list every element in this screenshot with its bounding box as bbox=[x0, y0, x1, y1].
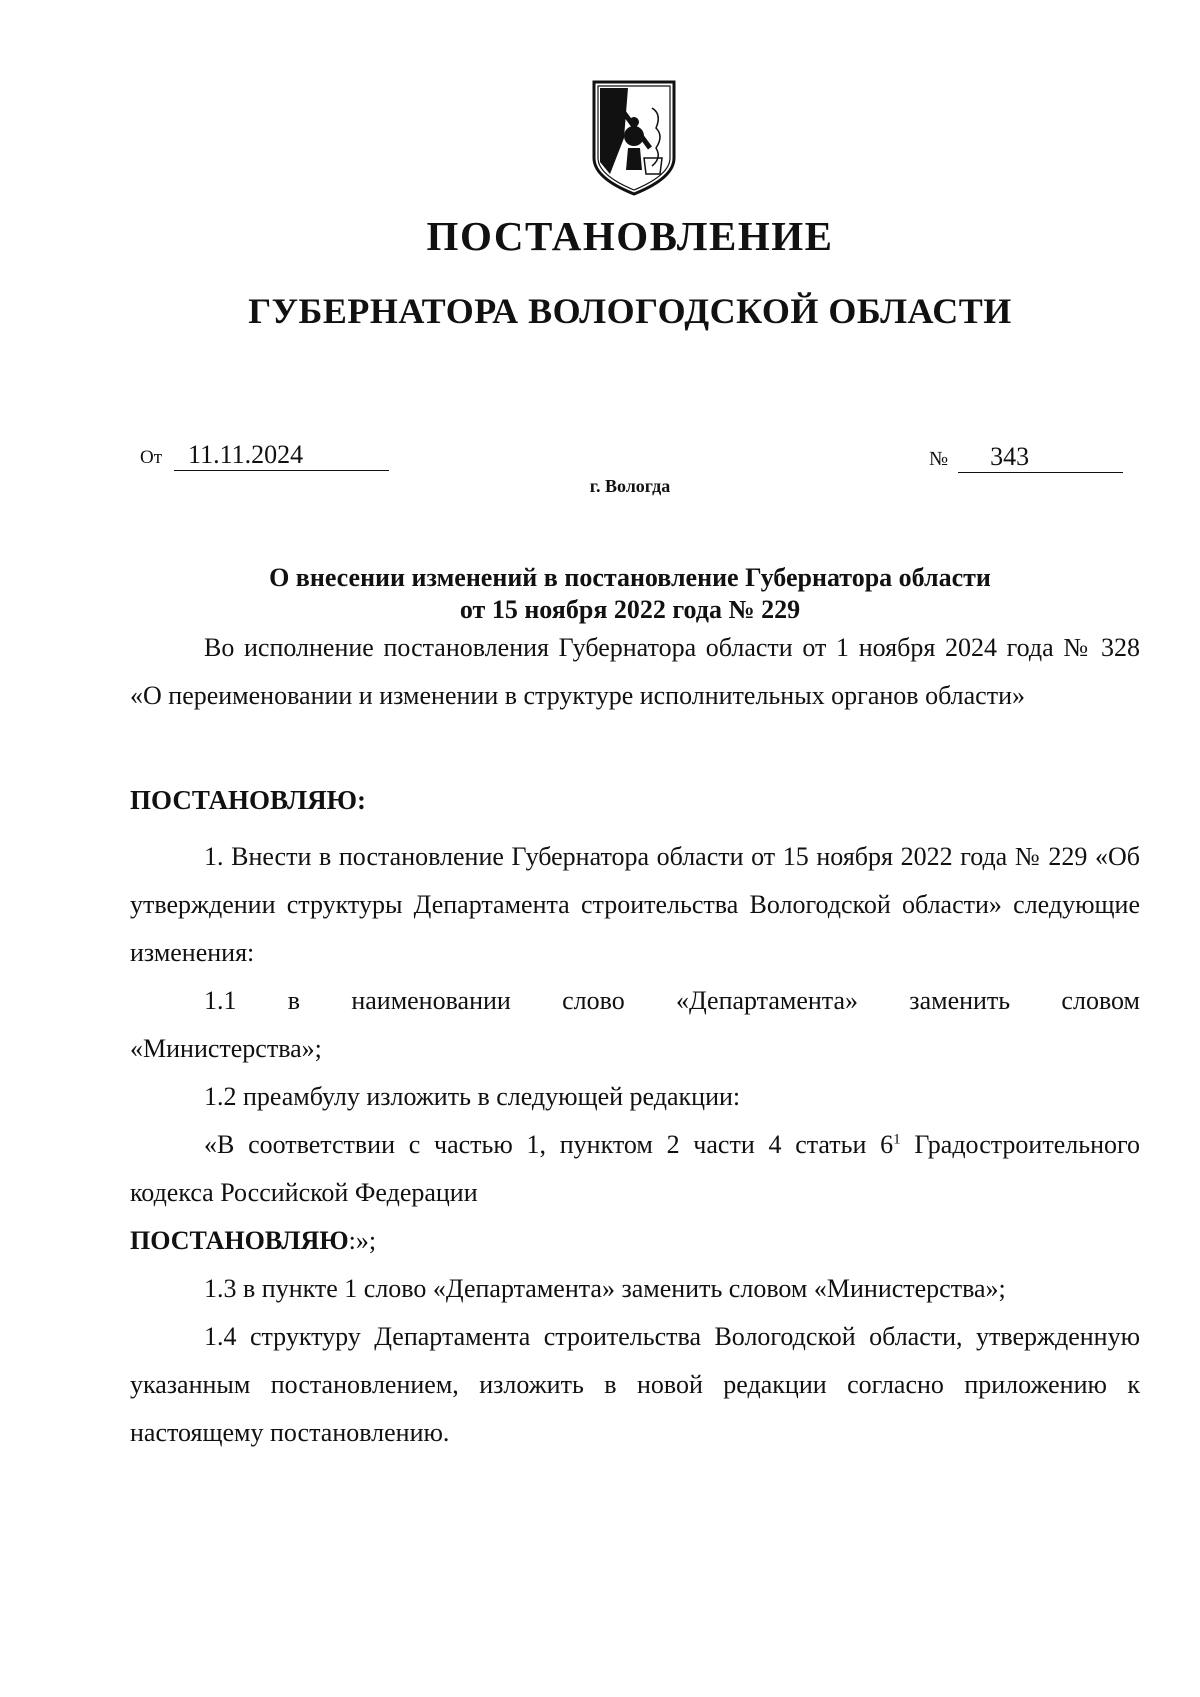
document-issuer: ГУБЕРНАТОРА ВОЛОГОДСКОЙ ОБЛАСТИ bbox=[248, 291, 1012, 331]
item-1: 1. Внести в постановление Губернатора области от 15 ноября 2022 года № 229 «Об утверждении структуры Департамента строительства Вологодской области» следующие изменения: bbox=[130, 842, 1140, 967]
resolve-block bbox=[130, 776, 1140, 824]
document-date: 11.11.2024 bbox=[174, 440, 389, 471]
quote-superscript: 1 bbox=[893, 1131, 901, 1148]
quote-resolve-line bbox=[130, 1217, 1140, 1265]
document-city: г. Вологда bbox=[589, 476, 671, 496]
vologda-coat-of-arms-icon bbox=[590, 78, 678, 198]
date-prefix: От bbox=[140, 447, 163, 468]
document-date-line bbox=[140, 440, 389, 471]
document-subject bbox=[0, 562, 1200, 626]
subject-line-1: О внесении изменений в постановление Губернатора области bbox=[269, 563, 991, 592]
quote-resolve: ПОСТАНОВЛЯЮ bbox=[130, 1226, 349, 1255]
quote-start: «В соответствии с частью 1, пунктом 2 части 4 статьи 6 bbox=[204, 1130, 894, 1159]
number-prefix: № bbox=[929, 448, 949, 470]
quote-close: :»; bbox=[348, 1226, 377, 1255]
quote-end: Градостроительного кодекса Российской Федерации bbox=[130, 1130, 1140, 1207]
resolve-heading: ПОСТАНОВЛЯЮ: bbox=[130, 785, 366, 815]
preamble-block bbox=[130, 624, 1140, 720]
document-number: 343 bbox=[958, 442, 1123, 473]
item-1-1: 1.1 в наименовании слово «Департамента» заменить словом «Министерства»; bbox=[130, 986, 1140, 1063]
item-1-3: 1.3 в пункте 1 слово «Департамента» заменить словом «Министерства»; bbox=[204, 1274, 1006, 1303]
subject-line-2: от 15 ноября 2022 года № 229 bbox=[459, 595, 801, 624]
item-1-2: 1.2 преамбулу изложить в следующей редакции: bbox=[204, 1082, 741, 1111]
document-number-line bbox=[929, 442, 1123, 473]
document-title: ПОСТАНОВЛЕНИЕ bbox=[426, 213, 834, 259]
item-1-4: 1.4 структуру Департамента строительства Вологодской области, утвержденную указанным постановлением, изложить в новой редакции согласно приложению к настоящему постановлению. bbox=[130, 1322, 1140, 1447]
quote-paragraph bbox=[130, 1121, 1140, 1217]
items-block bbox=[130, 833, 1140, 1457]
preamble-paragraph: Во исполнение постановления Губернатора области от 1 ноября 2024 года № 328 «О переименовании и изменении в структуре исполнительных органов области» bbox=[130, 633, 1140, 710]
